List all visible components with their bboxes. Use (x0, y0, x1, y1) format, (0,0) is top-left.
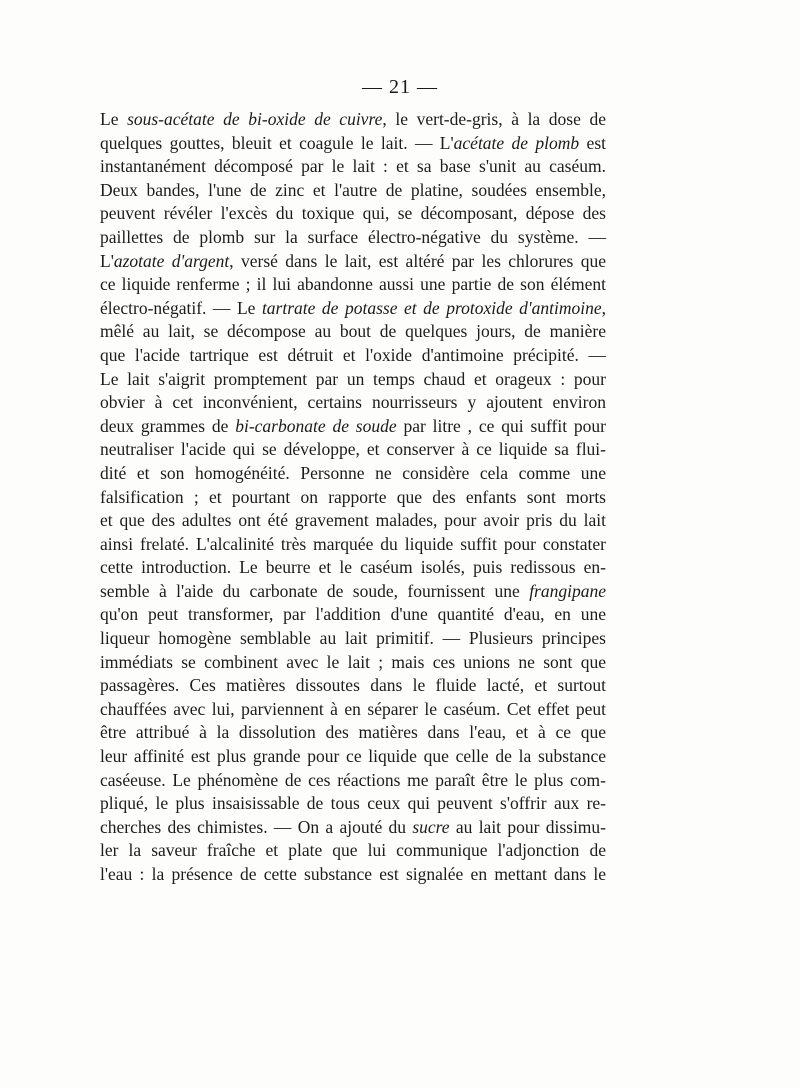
text-segment: Deux bandes, l'une de zinc et l'autre de platine, soudées ensemble, (100, 179, 606, 200)
text-segment: paillettes de plomb sur la surface électro-négative du système. — (100, 226, 606, 247)
text-line (100, 486, 606, 510)
text-line (100, 320, 606, 344)
text-segment: , versé dans le lait, est altéré par les chlorures que (229, 250, 606, 271)
text-line (100, 297, 606, 321)
text-segment: ler la saveur fraîche et plate que lui communique l'adjonction de (100, 840, 606, 861)
italic-term: tartrate de potasse et de protoxide d'antimoine (261, 297, 602, 318)
italic-term: bi-carbonate de soude (235, 415, 397, 436)
italic-term: azotate d'argent (113, 250, 230, 271)
text-line (100, 509, 606, 533)
text-line (100, 344, 606, 368)
text-line (100, 368, 606, 392)
text-line (100, 721, 606, 745)
text-segment: Le lait s'aigrit promptement par un temps chaud et orageux : pour (100, 368, 606, 389)
text-segment: immédiats se combinent avec le lait ; mais ces unions ne sont que (100, 651, 606, 672)
text-line (100, 155, 606, 179)
text-segment: l'eau : la présence de cette substance est signalée en mettant dans le (100, 864, 606, 884)
italic-term: acétate de plomb (453, 132, 580, 153)
text-line (100, 603, 606, 627)
text-segment: L' (100, 250, 114, 271)
text-segment: par litre , ce qui suffit pour (396, 415, 606, 436)
text-line (100, 745, 606, 769)
text-line (100, 816, 606, 840)
body-text (100, 108, 606, 887)
text-segment: ainsi frelaté. L'alcalinité très marquée du liquide suffit pour constater (100, 533, 606, 554)
text-segment: qu'on peut transformer, par l'addition d'une quantité d'eau, en une (100, 604, 606, 625)
text-segment: obvier à cet inconvénient, certains nourrisseurs y ajoutent environ (100, 392, 606, 413)
text-line (100, 202, 606, 226)
text-segment: que l'acide tartrique est détruit et l'oxide d'antimoine précipité. — (100, 344, 606, 365)
text-segment: cette introduction. Le beurre et le caséum isolés, puis redissous en- (100, 557, 606, 578)
text-line (100, 226, 606, 250)
text-segment: leur affinité est plus grande pour ce liquide que celle de la substance (100, 746, 606, 767)
text-segment: est (579, 132, 606, 153)
text-line (100, 674, 606, 698)
text-line (100, 556, 606, 580)
text-segment: peuvent révéler l'excès du toxique qui, se décomposant, dépose des (100, 203, 606, 224)
text-segment: falsification ; et pourtant on rapporte que des enfants sont morts (100, 486, 606, 507)
text-line (100, 863, 606, 887)
text-line (100, 179, 606, 203)
text-segment: semble à l'aide du carbonate de soude, fournissent une (100, 580, 530, 601)
text-line (100, 462, 606, 486)
text-line (100, 250, 606, 274)
text-line (100, 533, 606, 557)
italic-term: sous-acétate de bi-oxide de cuivre (127, 109, 383, 129)
text-line (100, 698, 606, 722)
italic-term: sucre (412, 816, 450, 837)
text-line (100, 651, 606, 675)
text-line (100, 839, 606, 863)
text-segment: , le vert-de-gris, à la dose de (382, 109, 606, 129)
italic-term: frangipane (529, 580, 606, 601)
text-segment: mêlé au lait, se décompose au bout de quelques jours, de manière (100, 321, 606, 342)
text-segment: être attribué à la dissolution des matières dans l'eau, et à ce que (100, 722, 606, 743)
text-segment: deux grammes de (100, 415, 236, 436)
text-segment: liqueur homogène semblable au lait primitif. — Plusieurs principes (100, 628, 606, 649)
text-segment: chauffées avec lui, parviennent à en séparer le caséum. Cet effet peut (100, 698, 606, 719)
text-segment: quelques gouttes, bleuit et coagule le lait. — L' (100, 132, 454, 153)
text-segment: caséeuse. Le phénomène de ces réactions me paraît être le plus com- (100, 769, 606, 790)
text-line (100, 415, 606, 439)
text-segment: cherches des chimistes. — On a ajouté du (100, 816, 413, 837)
text-line (100, 580, 606, 604)
text-segment: pliqué, le plus insaisissable de tous ceux qui peuvent s'offrir aux re- (100, 793, 606, 814)
page-number: — 21 — (362, 76, 438, 98)
text-segment: instantanément décomposé par le lait : et sa base s'unit au caséum. (100, 156, 606, 177)
text-line (100, 132, 606, 156)
text-line (100, 627, 606, 651)
text-segment: au lait pour dissimu- (449, 816, 606, 837)
text-segment: électro-négatif. — Le (100, 297, 262, 318)
text-line (100, 438, 606, 462)
text-segment: passagères. Ces matières dissoutes dans le fluide lacté, et surtout (100, 675, 606, 696)
text-line (100, 769, 606, 793)
text-line (100, 792, 606, 816)
text-segment: et que des adultes ont été gravement malades, pour avoir pris du lait (100, 510, 606, 531)
text-segment: dité et son homogénéité. Personne ne considère cela comme une (100, 462, 606, 483)
text-line (100, 273, 606, 297)
text-segment: Le (100, 109, 128, 129)
text-line (100, 391, 606, 415)
text-segment: , (601, 297, 607, 318)
text-line (100, 108, 606, 132)
text-segment: ce liquide renferme ; il lui abandonne aussi une partie de son élément (100, 274, 606, 295)
text-segment: neutraliser l'acide qui se développe, et conserver à ce liquide sa flui- (100, 439, 606, 460)
